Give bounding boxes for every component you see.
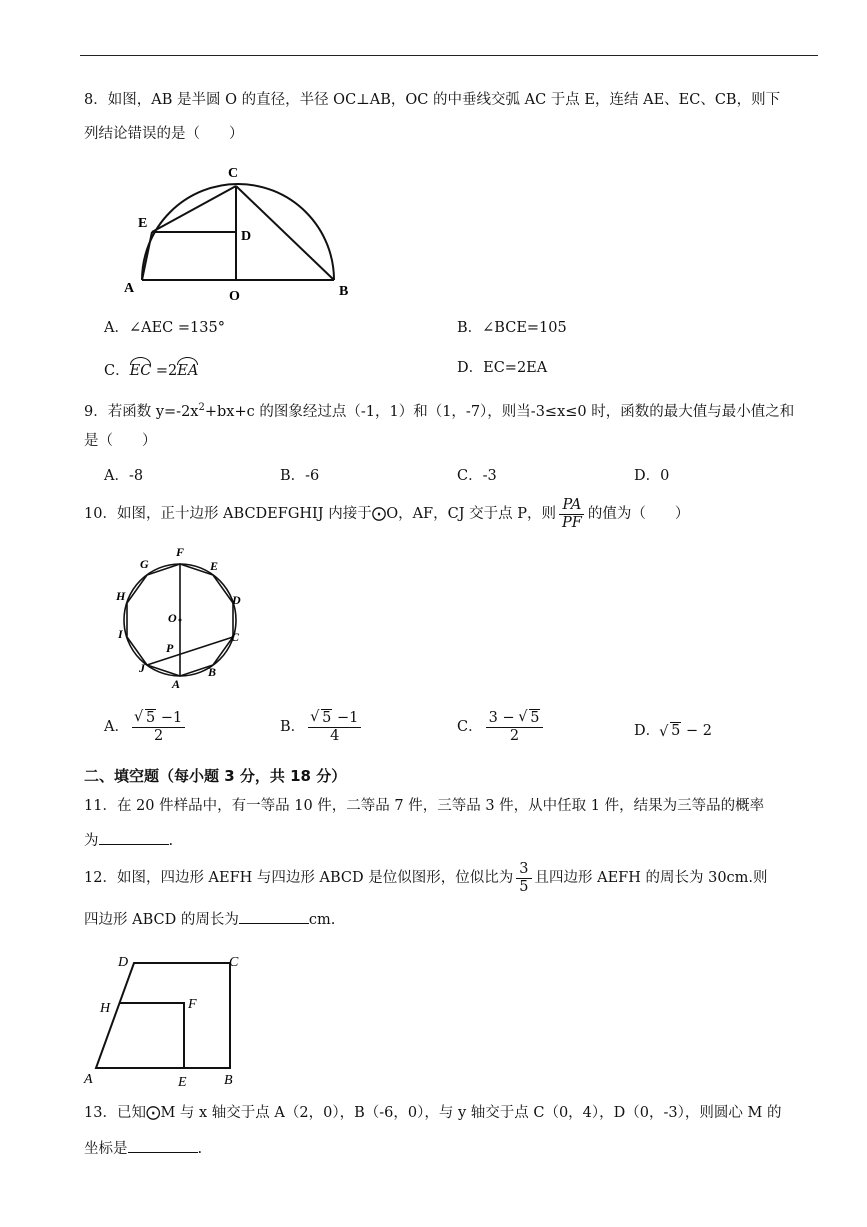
q11-stem-line2: 为 . [84, 830, 173, 851]
q12-label-c: C [229, 955, 239, 970]
q13-stem-line1: 13．已知⨀M 与 x 轴交于点 A（2，0），B（-6，0），与 y 轴交于点 C（0，4），D（0，-3），则圆心 M 的 [84, 1105, 782, 1121]
q8-label-e: E [138, 216, 148, 231]
q8-label-o: O [229, 289, 240, 304]
q12-quadrilateral-abcd [96, 963, 230, 1068]
q10-stem-part1: 10．如图，正十边形 ABCDEFGHIJ 内接于⨀O，AF，CJ 交于点 P，则 [84, 506, 556, 522]
q10-fraction-denominator: PF [562, 515, 582, 531]
q12-fraction: $\frac{3}{5}$ [516, 861, 531, 896]
q12-label-f: F [188, 997, 197, 1012]
q10-option-a-label: A． [104, 719, 129, 735]
q10-label-a: A [172, 677, 181, 691]
q10-label-e: E [210, 559, 219, 573]
q8-option-c-arc-ea: EA [177, 356, 198, 381]
q10-fraction [559, 497, 585, 532]
q8-label-c: C [228, 166, 239, 181]
q10-option-d[interactable]: D．√ 5 − 2 [634, 721, 712, 741]
q9-option-d[interactable]: D．0 [634, 468, 670, 484]
q10-label-p: P [166, 641, 174, 655]
q13-stem-line2: 坐标是 . [84, 1138, 202, 1159]
q10-option-b-fraction: √ $\frac{5 -1}{4}$ [308, 710, 361, 745]
q10-option-a[interactable] [104, 710, 188, 745]
q10-segment-cj [147, 637, 233, 665]
q12-label-a: A [84, 1072, 93, 1087]
q8-option-a[interactable]: A．∠AEC =135° [104, 320, 225, 336]
q11-stem-line1: 11．在 20 件样品中，有一等品 10 件，二等品 7 件，三等品 3 件，从中任取 1 件，结果为三等品的概率 [84, 798, 765, 814]
q10-label-c: C [231, 630, 240, 644]
q10-label-d: D [232, 593, 241, 607]
q10-figure [110, 540, 260, 695]
q12-answer-blank[interactable] [239, 909, 309, 924]
q8-figure [110, 160, 370, 310]
q10-option-d-label: D． [634, 723, 661, 739]
q10-option-b-label: B． [280, 719, 306, 735]
q8-segment-ec [152, 186, 236, 232]
q10-fraction-numerator: PA [559, 497, 584, 515]
q12-label-h: H [100, 1001, 111, 1016]
q9-stem-line2: 是（ ） [84, 433, 157, 449]
q10-label-j: J [139, 661, 145, 675]
q10-label-i: I [118, 627, 123, 641]
q8-option-c-arc-ec: EC [130, 356, 152, 381]
q10-option-c-sqrt: √ 5 [519, 710, 540, 726]
q8-segment-ae [142, 232, 152, 280]
q10-option-b[interactable] [280, 710, 364, 745]
q8-option-c-label: C． [104, 363, 130, 379]
section-2-heading: 二、填空题（每小题 3 分，共 18 分） [84, 767, 347, 785]
q8-label-a: A [124, 281, 135, 296]
q10-stem [84, 497, 689, 532]
q12-stem-line1: 12．如图，四边形 AEFH 与四边形 ABCD 是位似图形，位似比为 $\frac{3}{5}$ 且四边形 AEFH 的周长为 30cm.则 [84, 861, 768, 895]
header-rule [80, 55, 818, 56]
q10-label-g: G [140, 557, 149, 571]
q11-answer-blank[interactable] [99, 830, 169, 845]
q9-stem-line1 [84, 398, 794, 422]
q10-label-f: F [176, 545, 185, 559]
q9-option-b[interactable]: B．-6 [280, 468, 320, 484]
q10-option-a-fraction: √ $\frac{5 -1}{2}$ [132, 710, 185, 745]
q10-stem-part2: 的值为（ ） [587, 506, 690, 522]
q10-center-dot [179, 619, 182, 622]
q9-stem-part2: +bx+c 的图象经过点（-1，1）和（1，-7），则当-3≤x≤0 时，函数的最大值与最小值之和 [204, 403, 795, 420]
q10-option-c[interactable] [457, 710, 546, 745]
q9-stem-part1: 9．若函数 y=-2x [84, 403, 199, 420]
q8-label-d: D [241, 229, 252, 244]
q8-option-b[interactable]: B．∠BCE=105 [457, 320, 567, 336]
q10-label-h: H [116, 589, 126, 603]
q13-answer-blank[interactable] [128, 1138, 198, 1153]
q8-stem-line2: 列结论错误的是（ ） [84, 126, 244, 142]
q8-label-b: B [339, 284, 349, 299]
q10-option-c-fraction: $\frac{3 - √ 5}{2}$ [486, 710, 544, 745]
q12-figure [80, 948, 255, 1093]
q9-option-c[interactable]: C．-3 [457, 468, 497, 484]
q12-label-b: B [224, 1073, 233, 1088]
q8-option-d[interactable]: D．EC=2EA [457, 360, 548, 376]
q12-label-e: E [178, 1075, 187, 1090]
q9-stem-exponent: 2 [198, 402, 205, 413]
q9-option-a[interactable]: A．-8 [104, 468, 144, 484]
q8-option-c-mid: =2 [151, 363, 178, 379]
q8-option-c[interactable] [104, 356, 198, 381]
q12-label-d: D [118, 955, 129, 970]
q10-label-b: B [208, 665, 217, 679]
q10-option-b-sqrt: √ 5 [311, 710, 332, 726]
q8-stem-line1: 8．如图，AB 是半圆 O 的直径，半径 OC⊥AB，OC 的中垂线交弧 AC 于点 E，连结 AE、EC、CB，则下 [84, 92, 781, 108]
q10-option-d-sqrt: √ 5 [660, 723, 681, 739]
q12-quadrilateral-aefh [119, 1003, 184, 1068]
q12-stem-line2: 四边形 ABCD 的周长为 cm. [84, 909, 335, 930]
q10-option-c-label: C． [457, 719, 483, 735]
q10-label-o: O [168, 611, 177, 625]
q10-option-a-sqrt: √ 5 [135, 710, 156, 726]
